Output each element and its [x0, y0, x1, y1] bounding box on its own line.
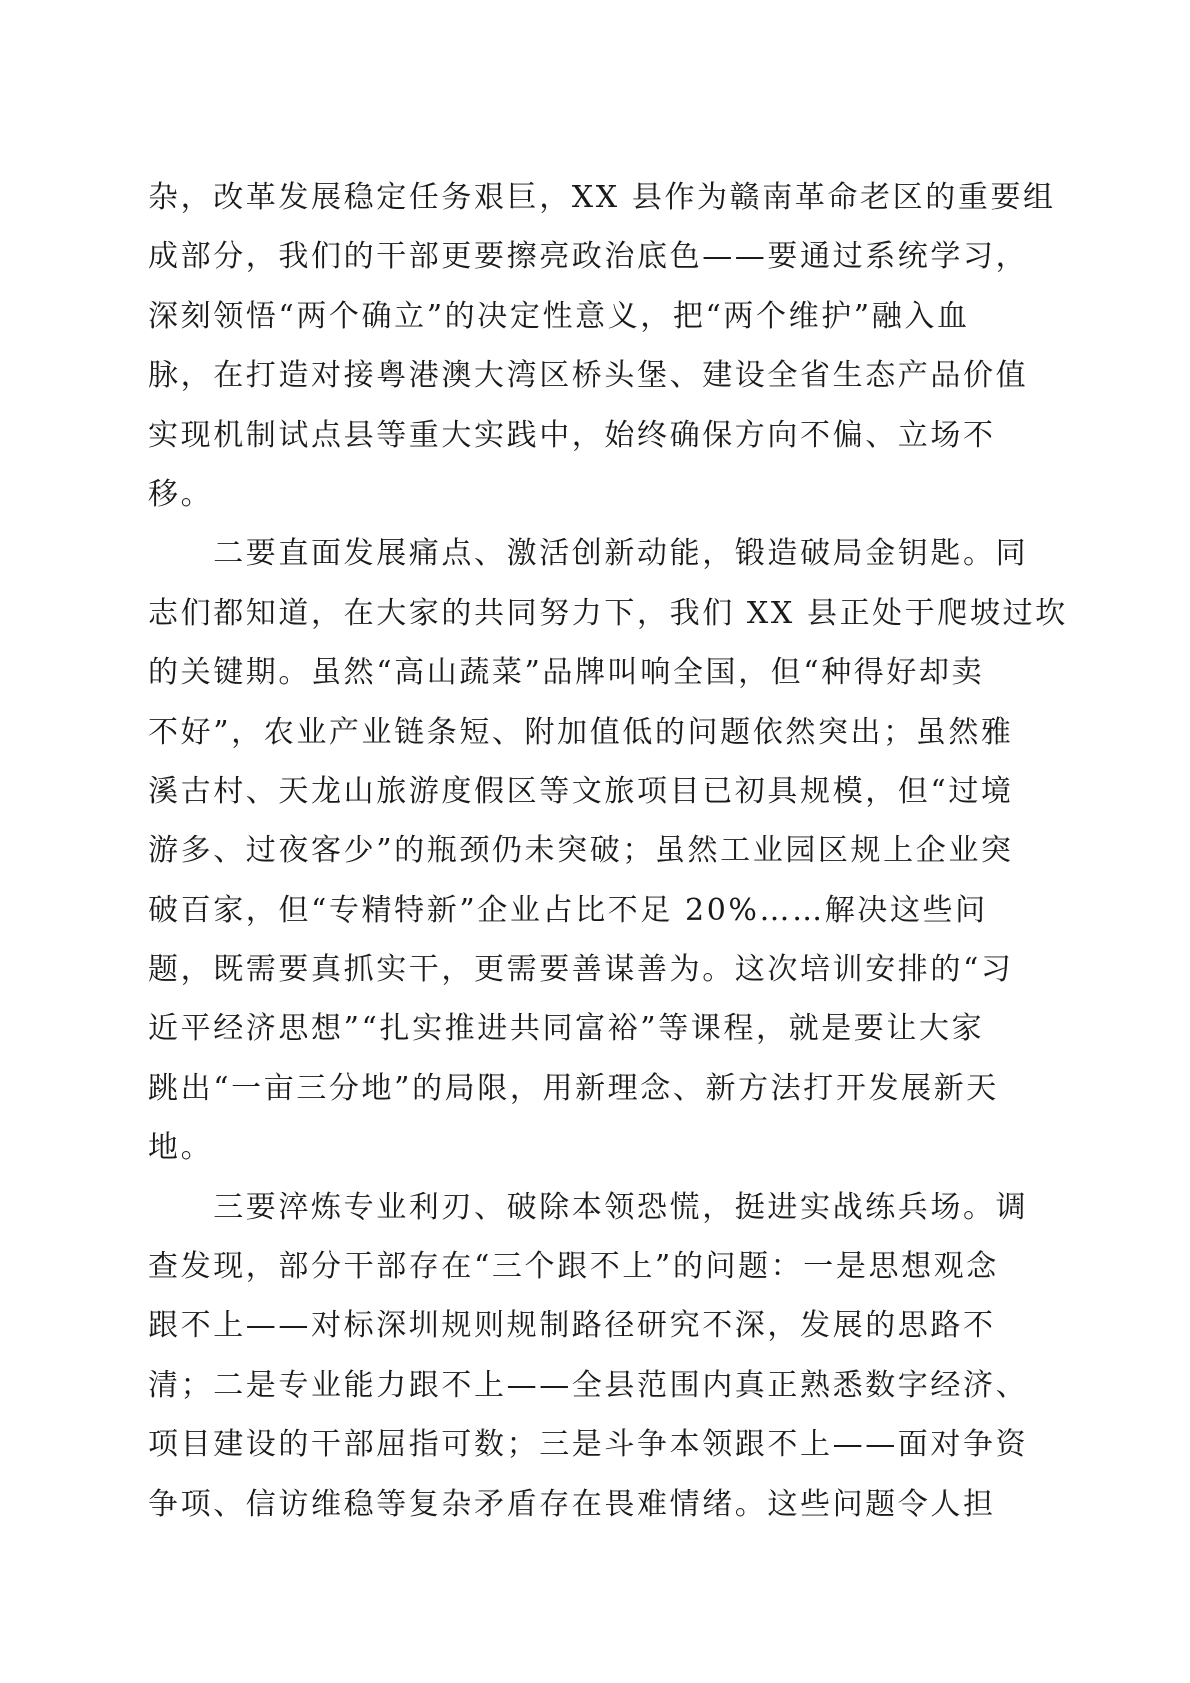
text-line: 游多、过夜客少”的瓶颈仍未突破；虽然工业园区规上企业突 — [148, 833, 1014, 869]
text-line: 不好”，农业产业链条短、附加值低的问题依然突出；虽然雅 — [148, 714, 1014, 750]
text-line: 跟不上——对标深圳规则规制路径研究不深，发展的思路不 — [148, 1308, 996, 1344]
text-line: 溪古村、天龙山旅游度假区等文旅项目已初具规模，但“过境 — [148, 773, 1014, 809]
paragraph-heading-line: 三要淬炼专业利刃、破除本领恐慌，挺进实战练兵场。调 — [148, 1189, 1029, 1225]
paragraph-heading-line: 二要直面发展痛点、激活创新动能，锻造破局金钥匙。同 — [148, 536, 1029, 572]
text-line: 清；二是专业能力跟不上——全县范围内真正熟悉数字经济、 — [148, 1367, 1029, 1403]
text-line: 杂，改革发展稳定任务艰巨，XX 县作为赣南革命老区的重要组 — [148, 180, 1056, 215]
text-line: 脉，在打造对接粤港澳大湾区桥头堡、建设全省生态产品价值 — [148, 358, 1029, 394]
text-line: 争项、信访维稳等复杂矛盾存在畏难情绪。这些问题令人担 — [148, 1486, 996, 1522]
text-line: 移。 — [148, 476, 214, 512]
text-line: 破百家，但“专精特新”企业占比不足 20%……解决这些问 — [148, 892, 988, 928]
text-line: 跳出“一亩三分地”的局限，用新理念、新方法打开发展新天 — [148, 1070, 999, 1106]
text-line: 近平经济思想”“扎实推进共同富裕”等课程，就是要让大家 — [148, 1011, 985, 1047]
text-line: 成部分，我们的干部更要擦亮政治底色——要通过系统学习， — [148, 239, 1029, 275]
body-text — [148, 168, 1068, 1534]
text-line: 深刻领悟“两个确立”的决定性意义，把“两个维护”融入血 — [148, 298, 970, 334]
text-line: 项目建设的干部屈指可数；三是斗争本领跟不上——面对争资 — [148, 1427, 1029, 1463]
text-line: 实现机制试点县等重大实践中，始终确保方向不偏、立场不 — [148, 417, 996, 453]
text-line: 地。 — [148, 1130, 214, 1166]
text-line: 志们都知道，在大家的共同努力下，我们 XX 县正处于爬坡过坎 — [148, 595, 1068, 631]
text-line: 题，既需要真抓实干，更需要善谋善为。这次培训安排的“习 — [148, 952, 1014, 988]
text-line: 的关键期。虽然“高山蔬菜”品牌叫响全国，但“种得好却卖 — [148, 655, 985, 691]
text-line: 查发现，部分干部存在“三个跟不上”的问题：一是思想观念 — [148, 1249, 999, 1285]
